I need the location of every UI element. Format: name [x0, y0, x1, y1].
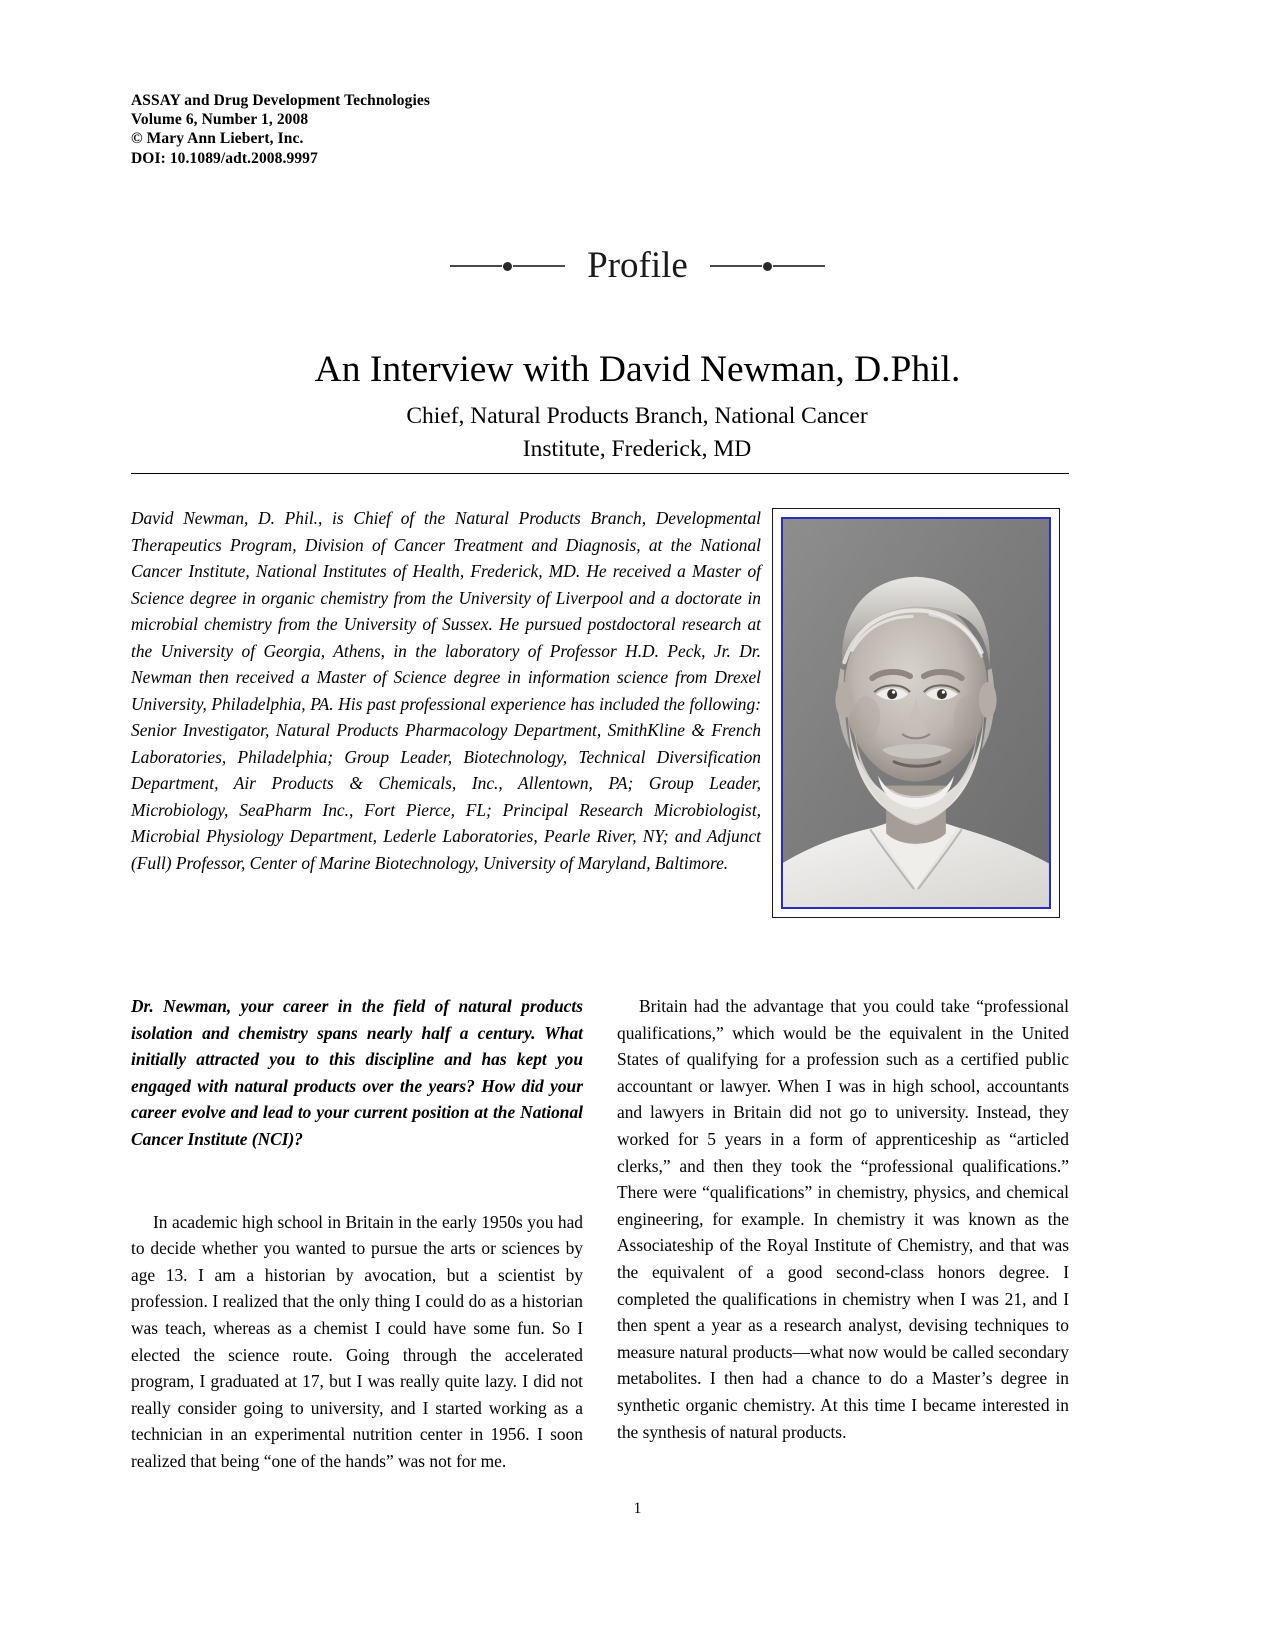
page-title: An Interview with David Newman, D.Phil. [314, 349, 961, 391]
journal-masthead [131, 91, 430, 168]
section-heading [0, 245, 1275, 287]
portrait-image [783, 519, 1049, 907]
author-portrait [781, 517, 1051, 909]
section-heading-label: Profile [587, 245, 688, 286]
masthead-doi: DOI: 10.1089/adt.2008.9997 [131, 149, 318, 167]
ornament-rule-icon [710, 265, 762, 267]
ornament-left-icon [450, 262, 565, 271]
masthead-copyright: © Mary Ann Liebert, Inc. [131, 130, 304, 148]
ornament-right-icon [710, 262, 825, 271]
article-subtitle-line-2: Institute, Frederick, MD [522, 436, 752, 462]
body-column-right [617, 993, 1069, 1445]
masthead-journal-name: ASSAY and Drug Development Technologies [131, 92, 431, 109]
ornament-rule-icon [450, 265, 502, 267]
author-portrait-frame [772, 508, 1060, 918]
header-divider [131, 473, 1069, 474]
interview-question: Dr. Newman, your career in the field of natural products isolation and chemistry spans nearly half a century. What initially attracted you to this discipline and has kept you engaged with natural products over the years? How did your career evolve and lead to your current position at the National Cancer Institute (NCI)? [131, 996, 583, 1149]
article-subtitle-line-1: Chief, Natural Products Branch, National Cancer [406, 403, 868, 429]
ornament-rule-icon [513, 265, 565, 267]
article-subtitle [337, 400, 937, 466]
interview-answer-left: In academic high school in Britain in the early 1950s you had to decide whether you wanted to pursue the arts or sciences by age 13. I am a historian by avocation, but a scientist by profession. I realized that the only thing I could do as a historian was teach, whereas as a chemist I could have some fun. So I elected the science route. Going through the accelerated program, I graduated at 17, but I was really quite lazy. I did not really consider going to university, and I started working as a technician in an experimental nutrition center in 1956. I soon realized that being “one of the hands” was not for me. [131, 1211, 583, 1471]
ornament-dot-icon [503, 262, 512, 271]
masthead-volume-issue: Volume 6, Number 1, 2008 [131, 111, 309, 129]
author-bio-paragraph: David Newman, D. Phil., is Chief of the Natural Products Branch, Developmental Therapeutics Program, Division of Cancer Treatment and Diagnosis, at the National Cancer Institute, National Institutes of Health, Frederick, MD. He received a Master of Science degree in organic chemistry from the University of Liverpool and a doctorate in microbial chemistry from the University of Sussex. He pursued postdoctoral research at the University of Georgia, Athens, in the laboratory of Professor H.D. Peck, Jr. Dr. Newman then received a Master of Science degree in information science from Drexel University, Philadelphia, PA. His past professional experience has included the following: Senior Investigator, Natural Products Pharmacology Department, SmithKline & French Laboratories, Philadelphia; Group Leader, Biotechnology, Technical Diversification Department, Air Products & Chemicals, Inc., Allentown, PA; Group Leader, Microbiology, SeaPharm Inc., Fort Pierce, FL; Principal Research Microbiologist, Microbial Physiology Department, Lederle Laboratories, Pearle River, NY; and Adjunct (Full) Professor, Center of Marine Biotechnology, University of Maryland, Baltimore. [131, 508, 761, 873]
paragraph-spacer [131, 1153, 583, 1209]
ornament-dot-icon [763, 262, 772, 271]
body-column-left [131, 993, 583, 1475]
page-number: 1 [633, 1500, 642, 1517]
ornament-rule-icon [773, 265, 825, 267]
interview-answer-right: Britain had the advantage that you could take “professional qualifications,” which would be the equivalent in the United States of qualifying for a profession such as a certified public accountant or lawyer. When I was in high school, accountants and lawyers in Britain did not go to university. Instead, they worked for 5 years in a form of apprenticeship as “articled clerks,” and then they took the “professional qualifications.” There were “qualifications” in chemistry, physics, and chemical engineering, for example. In chemistry it was known as the Associateship of the Royal Institute of Chemistry, and that was the equivalent of a good second-class honors degree. I completed the qualifications in chemistry when I was 21, and I then spent a year as a research analyst, devising techniques to measure natural products—what now would be called secondary metabolites. I then had a chance to do a Master’s degree in synthetic organic chemistry. At this time I became interested in the synthesis of natural products. [617, 996, 1069, 1442]
